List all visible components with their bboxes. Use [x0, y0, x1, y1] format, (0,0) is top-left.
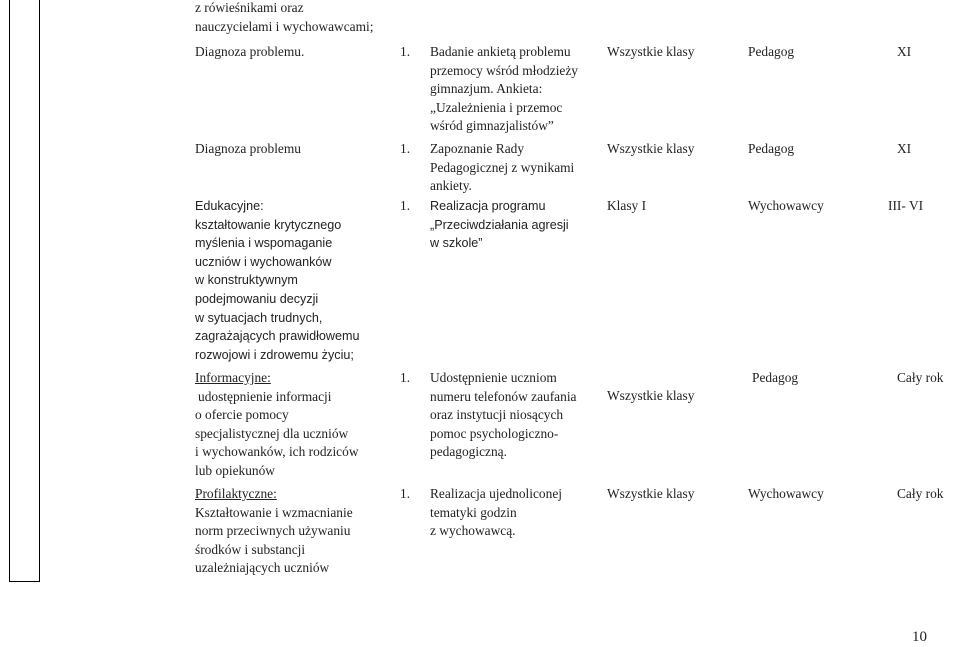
row1-number: 1.	[400, 44, 411, 59]
row3-responsible: Wychowawcy	[748, 198, 824, 213]
row3-goal: Edukacyjne: kształtowanie krytycznego myślenia i wspomaganie uczniów i wychowanków w konstruktywnym podejmowaniu decyzji w sytuacjach trudnych, zagrażających prawidłowemu rozwojowi i zdrowemu życiu;	[195, 199, 360, 362]
row1-goal: Diagnoza problemu.	[195, 44, 305, 59]
row2-number: 1.	[400, 141, 411, 156]
row1-responsible: Pedagog	[748, 44, 795, 59]
row4-audience: Wszystkie klasy	[607, 388, 695, 403]
row3-audience: Klasy I	[607, 198, 647, 213]
row3-number: 1.	[400, 198, 411, 213]
row5-number: 1.	[400, 486, 411, 501]
row4-date: Cały rok	[897, 370, 944, 385]
row2-action: Zapoznanie Rady Pedagogicznej z wynikami ankiety.	[430, 141, 575, 194]
row2-responsible: Pedagog	[748, 141, 795, 156]
row5-goal-heading: Profilaktyczne:	[195, 486, 277, 501]
row3-date: III- VI	[888, 198, 924, 213]
row2-date: XI	[897, 141, 912, 156]
grid-line	[9, 0, 10, 582]
row4-responsible: Pedagog	[752, 370, 799, 385]
row1-date: XI	[897, 44, 912, 59]
row4-action: Udostępnienie uczniom numeru telefonów zaufania oraz instytucji niosących pomoc psychologiczno- pedagogiczną.	[430, 370, 577, 460]
row5-responsible: Wychowawcy	[748, 486, 824, 501]
row5-goal: Profilaktyczne: Kształtowanie i wzmacnianie norm przeciwnych używaniu środków i substancji uzależniających uczniów	[195, 486, 353, 576]
row1-audience: Wszystkie klasy	[607, 44, 695, 59]
row4-goal: Informacyjne: udostępnienie informacji o ofercie pomocy specjalistycznej dla uczniów i wychowanków, ich rodziców lub opiekunów	[195, 370, 359, 478]
grid-line	[39, 0, 40, 582]
row2-audience: Wszystkie klasy	[607, 141, 695, 156]
row3-goal-heading: Edukacyjne:	[195, 199, 264, 213]
page-number: 10	[912, 629, 927, 645]
row0-goal-text: z rówieśnikami oraz nauczycielami i wychowawcami;	[195, 0, 374, 34]
row3-action: Realizacja programu „Przeciwdziałania agresji w szkole”	[430, 199, 569, 251]
row4-number: 1.	[400, 370, 411, 385]
grid-line	[9, 581, 40, 582]
row2-goal: Diagnoza problemu	[195, 141, 301, 156]
row5-date: Cały rok	[897, 486, 944, 501]
row5-action: Realizacja ujednoliconej tematyki godzin z wychowawcą.	[430, 486, 562, 539]
row1-action: Badanie ankietą problemu przemocy wśród młodzieży gimnazjum. Ankieta: „Uzależnienia i przemoc wśród gimnazjalistów”	[430, 44, 578, 134]
row5-audience: Wszystkie klasy	[607, 486, 695, 501]
row4-goal-heading: Informacyjne:	[195, 370, 271, 385]
